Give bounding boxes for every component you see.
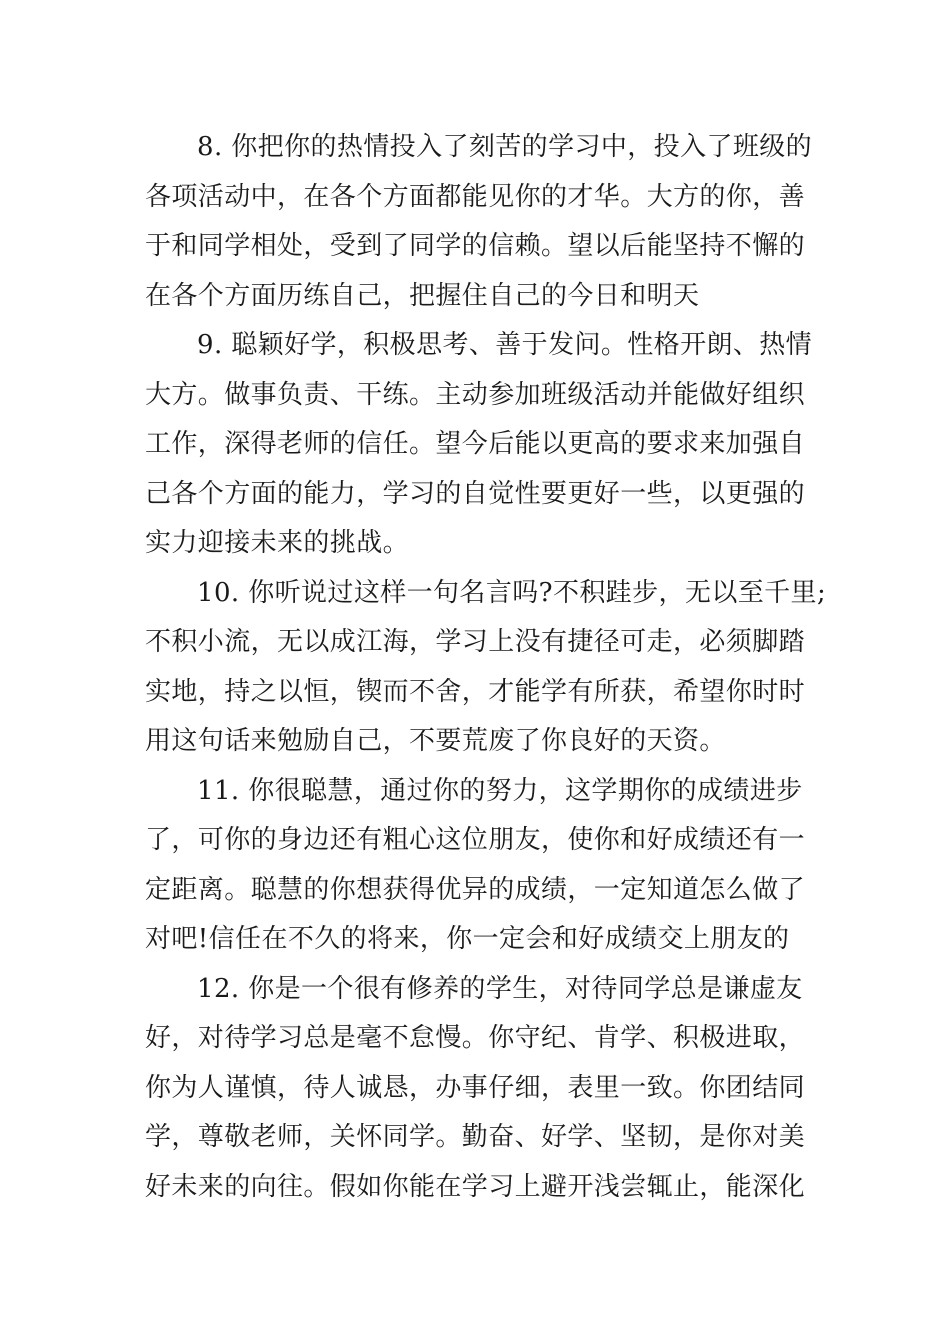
paragraph-8-line-3: 于和同学相处，受到了同学的信赖。望以后能坚持不懈的 [145, 231, 806, 261]
paragraph-10-line-4: 用这句话来勉励自己，不要荒废了你良好的天资。 [145, 726, 726, 756]
paragraph-11-line-4: 对吧!信任在不久的将来，你一定会和好成绩交上朋友的 [145, 924, 790, 954]
paragraph-9-line-3: 工作，深得老师的信任。望今后能以更高的要求来加强自 [145, 429, 806, 459]
paragraph-8-line-4: 在各个方面历练自己，把握住自己的今日和明天 [145, 280, 700, 311]
paragraph-12-line-1: 12. 你是一个很有修养的学生，对待同学总是谦虚友 [197, 973, 803, 1004]
paragraph-11-line-2: 了，可你的身边还有粗心这位朋友，使你和好成绩还有一 [145, 825, 806, 855]
paragraph-11-line-3: 定距离。聪慧的你想获得优异的成绩，一定知道怎么做了 [145, 874, 806, 905]
paragraph-12-line-3: 你为人谨慎，待人诚恳，办事仔细，表里一致。你团结同 [145, 1072, 806, 1103]
paragraph-8-line-2: 各项活动中，在各个方面都能见你的才华。大方的你，善 [145, 181, 806, 212]
paragraph-10-line-3: 实地，持之以恒，锲而不舍，才能学有所获，希望你时时 [145, 676, 806, 707]
paragraph-9-line-4: 己各个方面的能力，学习的自觉性要更好一些，以更强的 [145, 478, 806, 509]
document-body [145, 123, 827, 1212]
paragraph-12-line-5: 好未来的向往。假如你能在学习上避开浅尝辄止，能深化 [145, 1171, 806, 1202]
paragraph-12-line-4: 学，尊敬老师，关怀同学。勤奋、好学、坚韧，是你对美 [145, 1122, 806, 1152]
paragraph-11-line-1: 11. 你很聪慧，通过你的努力，这学期你的成绩进步 [197, 775, 803, 806]
paragraph-9-line-2: 大方。做事负责、干练。主动参加班级活动并能做好组织 [145, 379, 806, 410]
paragraph-9-line-1: 9. 聪颖好学，积极思考、善于发问。性格开朗、热情 [197, 330, 813, 360]
paragraph-10-line-1: 10. 你听说过这样一句名言吗?不积跬步，无以至千里; [197, 577, 827, 608]
paragraph-9-line-5: 实力迎接未来的挑战。 [145, 528, 410, 558]
paragraph-10-line-2: 不积小流，无以成江海，学习上没有捷径可走，必须脚踏 [145, 627, 806, 657]
paragraph-12-line-2: 好，对待学习总是毫不怠慢。你守纪、肯学、积极进取， [145, 1023, 806, 1053]
paragraph-8-line-1: 8. 你把你的热情投入了刻苦的学习中，投入了班级的 [197, 132, 813, 162]
